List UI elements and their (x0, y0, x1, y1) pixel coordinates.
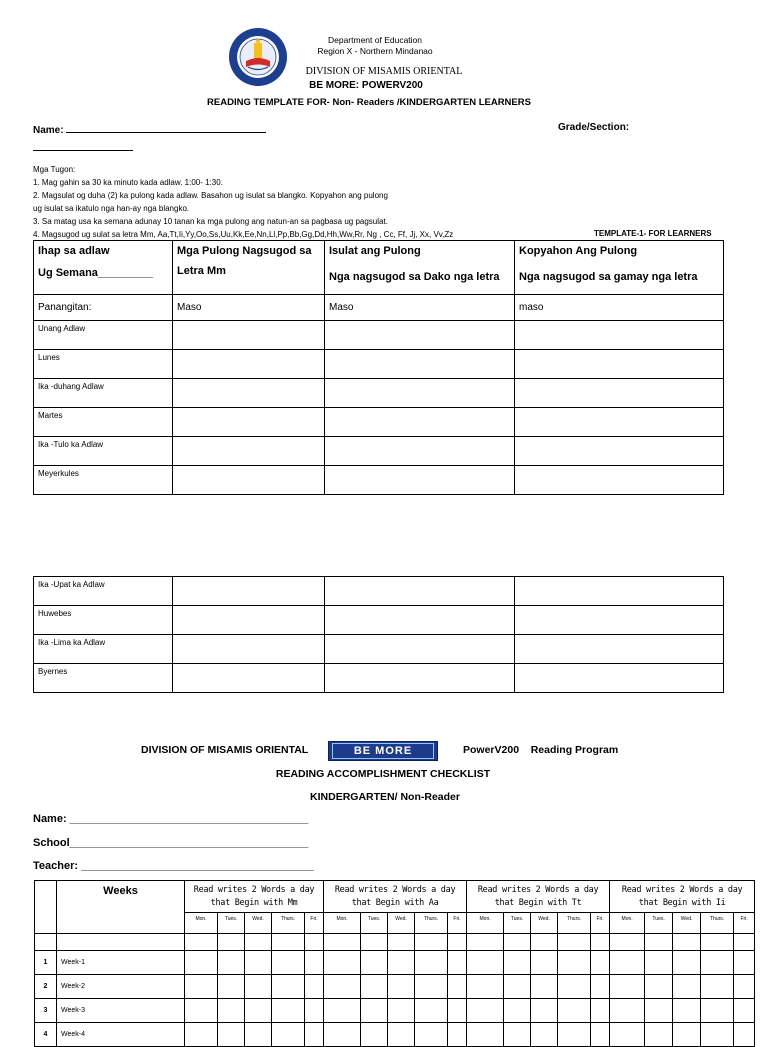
check-cell[interactable] (272, 1023, 305, 1047)
check-cell[interactable] (645, 975, 673, 999)
day-label: Ika -Lima ka Adlaw (34, 635, 173, 664)
check-cell[interactable] (558, 1023, 591, 1047)
day-header: Tues. (645, 913, 673, 934)
table-row (34, 350, 724, 379)
header-text: Ihap sa adlaw (38, 245, 110, 257)
check-cell[interactable] (388, 999, 415, 1023)
check-cell[interactable] (272, 951, 305, 975)
lower-cell[interactable] (515, 437, 724, 466)
header-text: Isulat ang Pulong (329, 245, 421, 257)
table-row (34, 321, 724, 350)
checklist-title: READING ACCOMPLISHMENT CHECKLIST (275, 768, 491, 780)
check-cell[interactable] (324, 975, 361, 999)
week-label: Week-1 (57, 951, 185, 975)
check-cell[interactable] (448, 951, 467, 975)
example-word: Maso (173, 295, 325, 321)
example-label: Panangitan: (34, 295, 173, 321)
lower-cell[interactable] (515, 408, 724, 437)
instruction-line-1: 1. Mag gahin sa 30 ka minuto kada adlaw. 1:00- 1:30. (33, 178, 223, 187)
checklist-spacer-row (35, 934, 755, 951)
check-cell[interactable] (272, 975, 305, 999)
header-text: Nga nagsugod sa gamay nga letra (519, 271, 698, 283)
day-header: Fri. (591, 913, 610, 934)
check-cell[interactable] (245, 1023, 272, 1047)
day-label: Meyerkules (34, 466, 173, 495)
check-cell[interactable] (531, 999, 558, 1023)
check-cell[interactable] (467, 951, 504, 975)
capital-cell[interactable] (325, 606, 515, 635)
week-number: 3 (35, 999, 57, 1023)
group-text: Read writes 2 Words a day (477, 884, 599, 895)
check-cell[interactable] (701, 1023, 734, 1047)
check-cell[interactable] (218, 975, 245, 999)
check-cell[interactable] (185, 999, 218, 1023)
check-cell[interactable] (245, 999, 272, 1023)
table-row (34, 635, 724, 664)
day-header: Fri. (305, 913, 324, 934)
check-cell[interactable] (324, 951, 361, 975)
capital-cell[interactable] (325, 466, 515, 495)
check-cell[interactable] (361, 1023, 388, 1047)
check-cell[interactable] (531, 975, 558, 999)
check-cell[interactable] (415, 975, 448, 999)
weeks-header: Weeks (57, 881, 185, 934)
region-name: Region X - Northern Mindanao (317, 46, 433, 56)
word-cell[interactable] (173, 437, 325, 466)
day-header: Fri. (448, 913, 467, 934)
table-row (34, 606, 724, 635)
table-header-row (34, 241, 724, 295)
check-cell[interactable] (645, 999, 673, 1023)
capital-cell[interactable] (325, 408, 515, 437)
tagline: BE MORE: POWERV200 (309, 80, 423, 91)
check-cell[interactable] (467, 975, 504, 999)
checklist-group-row (35, 881, 755, 913)
check-cell[interactable] (531, 1023, 558, 1047)
check-cell[interactable] (388, 951, 415, 975)
checklist-subtitle: KINDERGARTEN/ Non-Reader (310, 791, 460, 803)
check-cell[interactable] (305, 999, 324, 1023)
name-field (33, 122, 266, 136)
day-header: Mon. (610, 913, 645, 934)
check-cell[interactable] (185, 1023, 218, 1047)
day-header: Tues. (504, 913, 531, 934)
division-name: DIVISION OF MISAMIS ORIENTAL (305, 66, 463, 77)
table-row (34, 664, 724, 693)
day-header: Wed. (388, 913, 415, 934)
check-cell[interactable] (185, 951, 218, 975)
week-number: 4 (35, 1023, 57, 1047)
table-row (34, 466, 724, 495)
day-label: Huwebes (34, 606, 173, 635)
group-text: that Begin with Aa (351, 897, 439, 908)
lower-cell[interactable] (515, 606, 724, 635)
check-cell[interactable] (591, 999, 610, 1023)
check-cell[interactable] (361, 975, 388, 999)
check-cell[interactable] (305, 1023, 324, 1047)
table-row (35, 1023, 755, 1047)
template-title: READING TEMPLATE FOR- Non- Readers /KINDERGARTEN LEARNERS (207, 97, 531, 108)
instructions-heading: Mga Tugon: (33, 165, 76, 174)
check-cell[interactable] (415, 1023, 448, 1047)
table-row (35, 975, 755, 999)
check-cell[interactable] (610, 951, 645, 975)
word-cell[interactable] (173, 466, 325, 495)
header-words-mm (173, 241, 325, 295)
check-cell[interactable] (591, 1023, 610, 1047)
header-text: Kopyahon Ang Pulong (519, 245, 638, 257)
header-text: Mga Pulong Nagsugod sa (177, 245, 312, 257)
check-cell[interactable] (218, 951, 245, 975)
daily-word-table (33, 240, 724, 495)
group-text: Read writes 2 Words a day (621, 884, 743, 895)
day-header: Mon. (324, 913, 361, 934)
lower-cell[interactable] (515, 635, 724, 664)
check-cell[interactable] (448, 999, 467, 1023)
check-cell[interactable] (467, 1023, 504, 1047)
check-cell[interactable] (734, 999, 755, 1023)
day-label: Byernes (34, 664, 173, 693)
day-header: Mon. (467, 913, 504, 934)
check-cell[interactable] (591, 951, 610, 975)
word-cell[interactable] (173, 606, 325, 635)
header-day-count (34, 241, 173, 295)
day-header: Mon. (185, 913, 218, 934)
check-cell[interactable] (558, 975, 591, 999)
check-cell[interactable] (388, 975, 415, 999)
capital-cell[interactable] (325, 437, 515, 466)
day-label: Lunes (34, 350, 173, 379)
group-aa (324, 881, 467, 913)
group-text: that Begin with Tt (494, 897, 582, 908)
check-cell[interactable] (645, 951, 673, 975)
week-label: Week-2 (57, 975, 185, 999)
check-cell[interactable] (504, 1023, 531, 1047)
week-number: 2 (35, 975, 57, 999)
table-row (34, 437, 724, 466)
week-label: Week-3 (57, 999, 185, 1023)
capital-cell[interactable] (325, 350, 515, 379)
word-cell[interactable] (173, 664, 325, 693)
day-label: Ika -Upat ka Adlaw (34, 577, 173, 606)
check-cell[interactable] (734, 951, 755, 975)
logo-text: BE MORE (332, 743, 434, 759)
check-cell[interactable] (361, 951, 388, 975)
day-label: Ika -duhang Adlaw (34, 379, 173, 408)
check-cell[interactable] (467, 999, 504, 1023)
check-cell[interactable] (415, 999, 448, 1023)
word-cell[interactable] (173, 379, 325, 408)
check-cell[interactable] (701, 999, 734, 1023)
check-cell[interactable] (673, 999, 701, 1023)
word-cell[interactable] (173, 350, 325, 379)
instruction-line-4: 4. Magsugod ug sulat sa letra Mm, Aa,Tt,Ii,Yy,Oo,Ss,Uu,Kk,Ee,Nn,Ll,Pp,Bb,Gg,Dd,Hh,Ww,Rr, Ng , Cc, Ff, Jj, Xx, Vv,Zz (33, 230, 454, 239)
word-cell[interactable] (173, 321, 325, 350)
check-cell[interactable] (734, 975, 755, 999)
check-cell[interactable] (701, 951, 734, 975)
check-cell[interactable] (645, 1023, 673, 1047)
day-header: Thurs. (415, 913, 448, 934)
week-label: Week-4 (57, 1023, 185, 1047)
check-cell[interactable] (701, 975, 734, 999)
group-text: that Begin with Ii (638, 897, 726, 908)
checklist-teacher-field[interactable]: Teacher: ______________________________________ (33, 860, 314, 872)
day-label: Ika -Tulo ka Adlaw (34, 437, 173, 466)
check-cell[interactable] (610, 999, 645, 1023)
check-cell[interactable] (245, 951, 272, 975)
table-row (35, 951, 755, 975)
lower-cell[interactable] (515, 577, 724, 606)
group-ii (610, 881, 755, 913)
check-cell[interactable] (558, 951, 591, 975)
capital-cell[interactable] (325, 635, 515, 664)
check-cell[interactable] (324, 1023, 361, 1047)
check-cell[interactable] (361, 999, 388, 1023)
day-header: Wed. (673, 913, 701, 934)
day-header: Tues. (218, 913, 245, 934)
check-cell[interactable] (504, 951, 531, 975)
number-header (35, 881, 57, 934)
check-cell[interactable] (185, 975, 218, 999)
check-cell[interactable] (415, 951, 448, 975)
check-cell[interactable] (673, 975, 701, 999)
grade-section-label: Grade/Section: (558, 122, 630, 133)
word-cell[interactable] (173, 577, 325, 606)
lower-cell[interactable] (515, 321, 724, 350)
day-header: Thurs. (558, 913, 591, 934)
group-text: that Begin with Mm (210, 897, 298, 908)
checklist-division: DIVISION OF MISAMIS ORIENTAL (141, 744, 309, 756)
check-cell[interactable] (734, 1023, 755, 1047)
day-header: Thurs. (272, 913, 305, 934)
group-mm (185, 881, 324, 913)
check-cell[interactable] (305, 975, 324, 999)
header-copy-lowercase (515, 241, 724, 295)
day-label: Unang Adlaw (34, 321, 173, 350)
check-cell[interactable] (558, 999, 591, 1023)
check-cell[interactable] (245, 975, 272, 999)
template-tag: TEMPLATE-1- FOR LEARNERS (594, 229, 712, 238)
capital-cell[interactable] (325, 321, 515, 350)
check-cell[interactable] (673, 1023, 701, 1047)
word-cell[interactable] (173, 635, 325, 664)
grade-section-blank[interactable] (33, 141, 133, 151)
check-cell[interactable] (504, 975, 531, 999)
check-cell[interactable] (591, 975, 610, 999)
check-cell[interactable] (324, 999, 361, 1023)
day-header: Fri. (734, 913, 755, 934)
header-write-capital (325, 241, 515, 295)
day-header: Wed. (245, 913, 272, 934)
table-row (34, 577, 724, 606)
capital-cell[interactable] (325, 577, 515, 606)
check-cell[interactable] (272, 999, 305, 1023)
check-cell[interactable] (531, 951, 558, 975)
check-cell[interactable] (504, 999, 531, 1023)
table-row (35, 999, 755, 1023)
check-cell[interactable] (388, 1023, 415, 1047)
check-cell[interactable] (610, 1023, 645, 1047)
check-cell[interactable] (218, 999, 245, 1023)
capital-cell[interactable] (325, 379, 515, 408)
header-text: Nga nagsugod sa Dako nga letra (329, 271, 500, 283)
accomplishment-checklist-table (34, 880, 755, 1047)
daily-word-table-continued (33, 576, 724, 693)
day-header: Thurs. (701, 913, 734, 934)
lower-cell[interactable] (515, 379, 724, 408)
dept-name: Department of Education (327, 35, 423, 45)
word-cell[interactable] (173, 408, 325, 437)
capital-cell[interactable] (325, 664, 515, 693)
check-cell[interactable] (218, 1023, 245, 1047)
lower-cell[interactable] (515, 664, 724, 693)
checklist-school-field[interactable]: School_______________________________________ (33, 837, 309, 849)
group-text: Read writes 2 Words a day (193, 884, 315, 895)
header-text: Ug Semana_________ (38, 267, 153, 279)
check-cell[interactable] (673, 951, 701, 975)
check-cell[interactable] (448, 975, 467, 999)
week-number: 1 (35, 951, 57, 975)
check-cell[interactable] (610, 975, 645, 999)
name-label: Name: (33, 125, 64, 136)
instruction-line-2b: ug isulat sa ikatulo nga han-ay nga blangko. (33, 204, 190, 213)
instruction-line-3: 3. Sa matag usa ka semana adunay 10 tanan ka mga pulong ang natun-an sa pagbasa ug pagsulat. (33, 217, 388, 226)
header-text: Letra Mm (177, 265, 226, 277)
example-capital: Maso (325, 295, 515, 321)
example-row (34, 295, 724, 321)
example-lower: maso (515, 295, 724, 321)
lower-cell[interactable] (515, 350, 724, 379)
check-cell[interactable] (448, 1023, 467, 1047)
check-cell[interactable] (305, 951, 324, 975)
checklist-name-field[interactable]: Name: _______________________________________ (33, 813, 309, 825)
group-tt (467, 881, 610, 913)
day-label: Martes (34, 408, 173, 437)
table-row (34, 408, 724, 437)
day-header: Tues. (361, 913, 388, 934)
program-name: PowerV200 Reading Program (463, 744, 619, 756)
name-blank[interactable] (66, 122, 266, 133)
be-more-logo (328, 741, 438, 761)
group-text: Read writes 2 Words a day (334, 884, 456, 895)
table-row (34, 379, 724, 408)
day-header: Wed. (531, 913, 558, 934)
instruction-line-2: 2. Magsulat og duha (2) ka pulong kada adlaw. Basahon ug isulat sa blangko. Kopyahon ang pulong (33, 191, 388, 200)
lower-cell[interactable] (515, 466, 724, 495)
